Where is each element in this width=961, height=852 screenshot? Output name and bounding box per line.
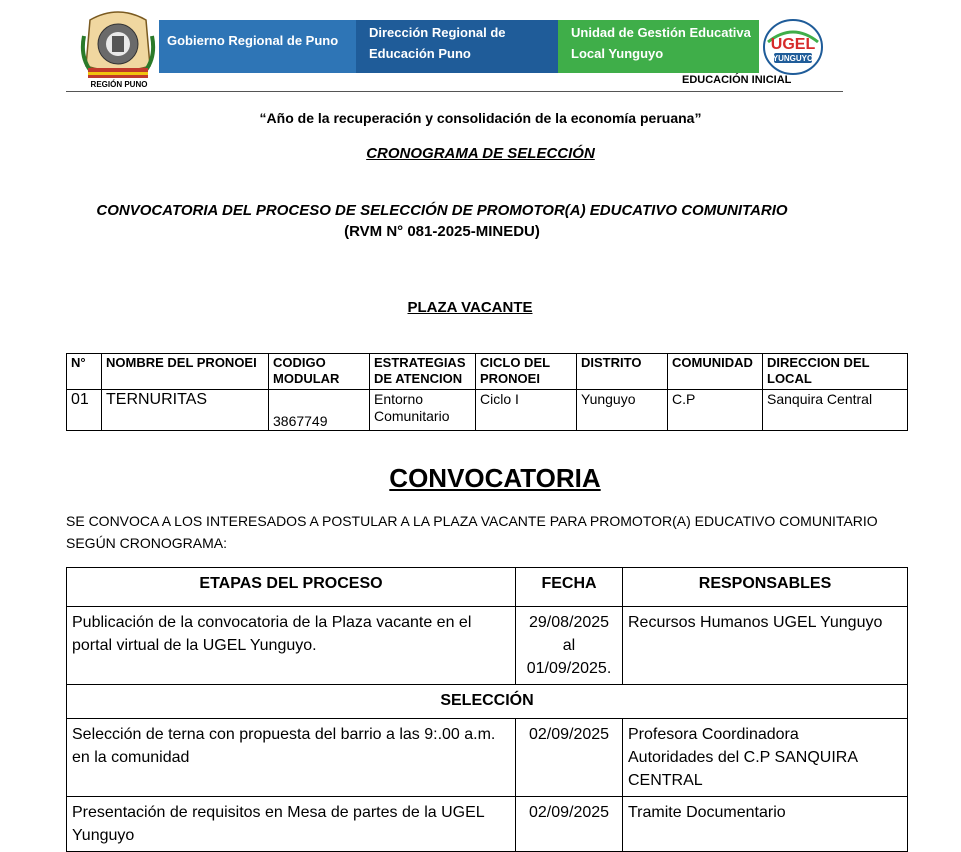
education-level-label: EDUCACIÓN INICIAL [682,74,792,86]
vacancy-table-header [67,354,908,390]
date-cell: 02/09/2025 [516,719,623,797]
ugel-logo-subtext: YUNGUYO [772,54,814,63]
vacancy-title: PLAZA VACANTE [407,299,533,316]
stage-cell: Selección de terna con propuesta del barrio a las 9:.00 a.m. en la comunidad [67,719,516,797]
responsible-line: Autoridades del C.P SANQUIRA CENTRAL [628,749,858,789]
header-cell: N° [67,354,102,390]
header-cell: RESPONSABLES [623,568,908,607]
table-row [67,719,908,797]
responsible-cell: Tramite Documentario [623,797,908,852]
table-cell: 01 [67,390,102,431]
header-cell: CICLO DEL PRONOEI [476,354,577,390]
year-motto: “Año de la recuperación y consolidación de la economía peruana” [259,110,702,126]
vacancy-table [66,353,908,431]
header-divider [66,91,843,92]
convocatoria-text: SE CONVOCA A LOS INTERESADOS A POSTULAR A LA PLAZA VACANTE PARA PROMOTOR(A) EDUCATIVO COMUNITARIO SEGÚN CRONOGRAMA: [66,513,878,551]
responsible-cell [623,719,908,797]
regional-coat-of-arms-logo [80,6,156,84]
date-cell: 29/08/2025 al 01/09/2025. [516,607,623,685]
header-cell: COMUNIDAD [668,354,763,390]
date-cell: 02/09/2025 [516,797,623,852]
header-cell: DISTRITO [577,354,668,390]
header-band-ugel: Unidad de Gestión Educativa Local Yunguyo [558,20,759,73]
stage-cell: Presentación de requisitos en Mesa de partes de la UGEL Yunguyo [67,797,516,852]
header-band-regional-directorate: Dirección Regional de Educación Puno [356,20,558,73]
table-cell: 3867749 [269,390,370,431]
header-cell: ETAPAS DEL PROCESO [67,568,516,607]
section-label: SELECCIÓN [67,685,908,719]
header-cell: ESTRATEGIAS DE ATENCION [370,354,476,390]
schedule-table [66,567,908,852]
table-cell: Yunguyo [577,390,668,431]
schedule-title: CRONOGRAMA DE SELECCIÓN [366,145,595,162]
table-cell: TERNURITAS [102,390,269,431]
table-cell: Ciclo I [476,390,577,431]
ugel-logo-text: UGEL [770,36,816,53]
call-reference: (RVM N° 081-2025-MINEDU) [344,223,540,240]
header-cell: FECHA [516,568,623,607]
header-cell: NOMBRE DEL PRONOEI [102,354,269,390]
call-title: CONVOCATORIA DEL PROCESO DE SELECCIÓN DE PROMOTOR(A) EDUCATIVO COMUNITARIO [96,202,788,219]
stage-cell: Publicación de la convocatoria de la Plaza vacante en el portal virtual de la UGEL Yunguyo. [67,607,516,685]
schedule-table-header [67,568,908,607]
region-label: REGIÓN PUNO [90,80,148,89]
table-row [67,797,908,852]
header-cell: DIRECCION DEL LOCAL [763,354,908,390]
table-cell: Sanquira Central [763,390,908,431]
responsible-line: Profesora Coordinadora [628,726,799,743]
table-row [67,607,908,685]
responsible-cell: Recursos Humanos UGEL Yunguyo [623,607,908,685]
table-cell: C.P [668,390,763,431]
section-row [67,685,908,719]
convocatoria-title: CONVOCATORIA [389,463,601,493]
header-band-regional-government: Gobierno Regional de Puno [159,20,356,73]
table-row [67,390,908,431]
table-cell: Entorno Comunitario [370,390,476,431]
header-cell: CODIGO MODULAR [269,354,370,390]
ugel-yunguyo-logo [762,18,824,76]
